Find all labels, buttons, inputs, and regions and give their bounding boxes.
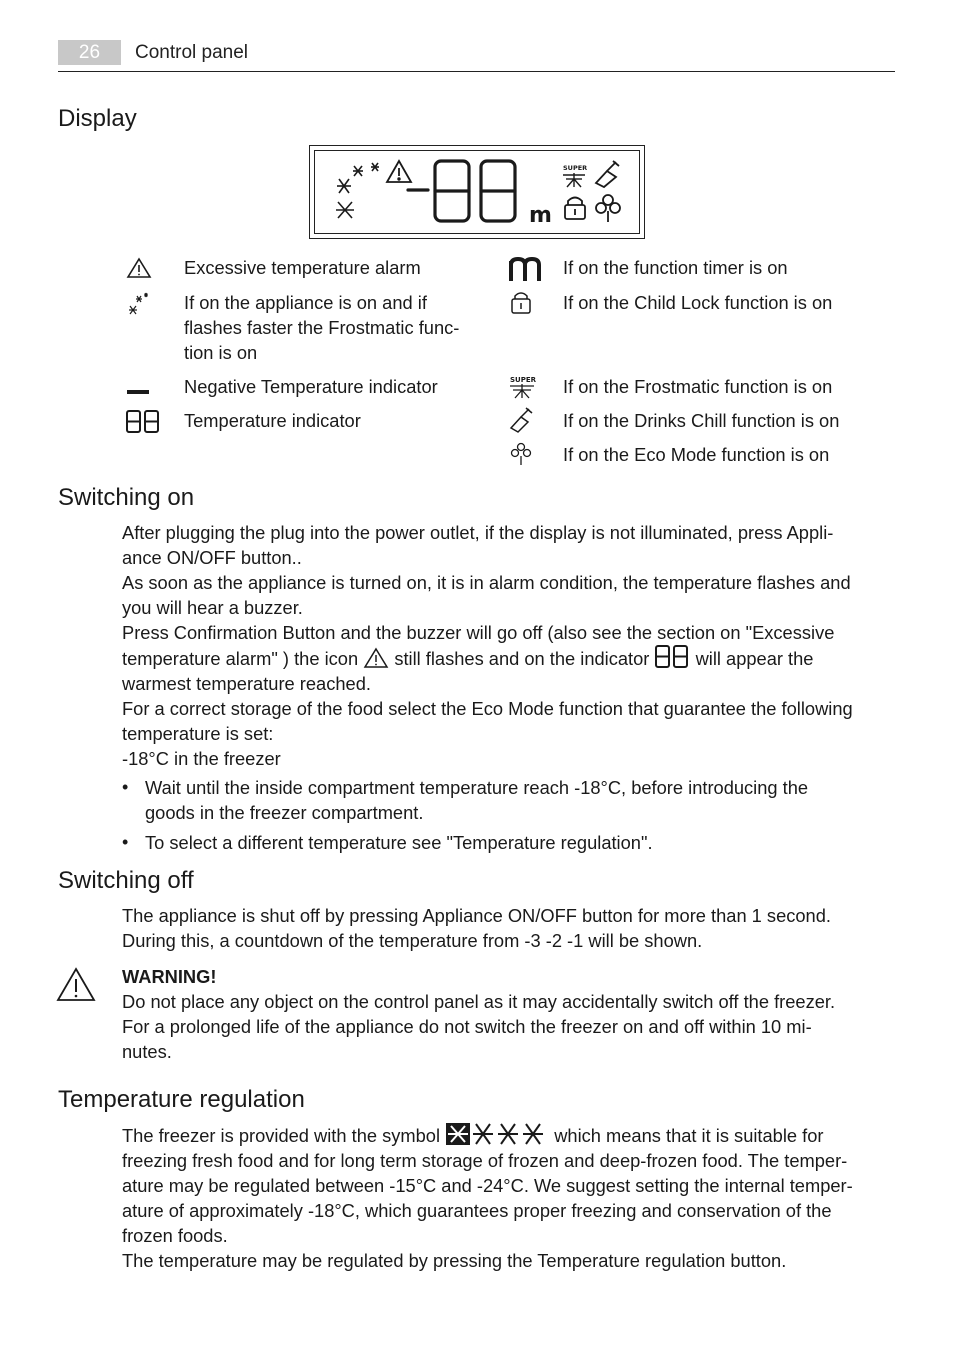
temperature-regulation-heading: Temperature regulation [58, 1086, 305, 1113]
legend-negative-text: Negative Temperature indicator [184, 376, 438, 397]
alarm-triangle-icon [126, 257, 152, 279]
lcd-digits [408, 161, 515, 221]
lcd-unit: m [529, 203, 552, 228]
frostmatic-stars-icon [127, 291, 151, 317]
lcd-graphics [310, 146, 644, 238]
legend-timer-text: If on the function timer is on [563, 257, 788, 278]
lcd-stars-icon [336, 163, 379, 218]
switching-off-heading: Switching off [58, 867, 194, 894]
svg-text:SUPER: SUPER [510, 376, 537, 384]
super-frost-icon [508, 374, 538, 400]
lcd-eco-mode-icon [596, 195, 620, 222]
bullet-item: To select a different temperature see "Temperature regulation". [145, 832, 653, 853]
bullet-item: Wait until the inside compartment temperature reach -18°C, before introducing the goods in the freezer compartment. [145, 777, 809, 823]
legend-frostmatic-text: If on the appliance is on and if flashes faster the Frostmatic func- tion is on [184, 292, 460, 363]
inline-alarm-icon [363, 647, 389, 669]
temperature-regulation-text: The freezer is provided with the symbol which means that it is suitable for freezing fresh food and for long term storage of frozen and deep-frozen food. The temper- ature may be regulated between -15°C and -24°C. We suggest setting the internal temper- ature of approximately -18°C, which guarantees proper freezing and conservation of the frozen foods. The temperature may be regulated by pressing the Temperature regulation button. [122, 1122, 902, 1273]
warning-block: WARNING! Do not place any object on the control panel as it may accidentally switch off the freezer. For a prolonged life of the appliance do not switch the freezer on and off within 10 mi- nutes. [122, 964, 902, 1064]
lcd-drinks-chill-icon [596, 161, 619, 187]
lcd-alarm-icon [387, 161, 411, 182]
section-title: Control panel [135, 42, 249, 63]
drinks-chill-icon [508, 407, 536, 435]
lcd-child-lock-icon [565, 198, 585, 220]
legend-child-lock-text: If on the Child Lock function is on [563, 292, 833, 313]
switching-on-heading: Switching on [58, 484, 195, 511]
display-heading: Display [58, 105, 137, 132]
lcd-super-frost-icon [563, 164, 587, 187]
switching-off-text: The appliance is shut off by pressing Appliance ON/OFF button for more than 1 second. During this, a countdown of the temperature from -3 -2 -1 will be shown. [122, 905, 831, 951]
bullet-dot: • [122, 832, 129, 852]
legend-alarm-text: Excessive temperature alarm [184, 257, 421, 278]
timer-m-icon [508, 255, 548, 283]
legend-drinks-chill-text: If on the Drinks Chill function is on [563, 410, 840, 431]
warning-icon [55, 966, 97, 1004]
page-header [58, 40, 895, 72]
svg-text:SUPER: SUPER [563, 164, 588, 172]
switching-on-text: After plugging the plug into the power outlet, if the display is not illuminated, press Appli- ance ON/OFF button.. As soon as the appliance is turned on, it is in alarm condition, the temperature flashes and you will hear a buzzer. Press Confirmation Button and the buzzer will go off (also see the section on "Excessive temperature alarm" ) the icon still flashes and on the indicator will appear the warmest temperature reached. For a correct storage of the food select the Eco Mode function that guarantee the following temperature is set: -18°C in the freezer [122, 522, 853, 769]
child-lock-icon [510, 290, 534, 316]
inline-digits-88-icon [654, 645, 690, 669]
legend-temperature-text: Temperature indicator [184, 410, 361, 431]
legend-super-frost-text: If on the Frostmatic function is on [563, 376, 833, 397]
warning-title: WARNING! [122, 966, 217, 987]
eco-mode-icon [510, 442, 534, 468]
minus-icon [126, 387, 152, 397]
bullet-dot: • [122, 777, 129, 797]
page-number: 26 [58, 40, 121, 65]
four-star-freezer-icon [445, 1122, 549, 1146]
digits-88-icon [125, 409, 161, 435]
lcd-display [309, 145, 645, 239]
legend-eco-mode-text: If on the Eco Mode function is on [563, 444, 830, 465]
